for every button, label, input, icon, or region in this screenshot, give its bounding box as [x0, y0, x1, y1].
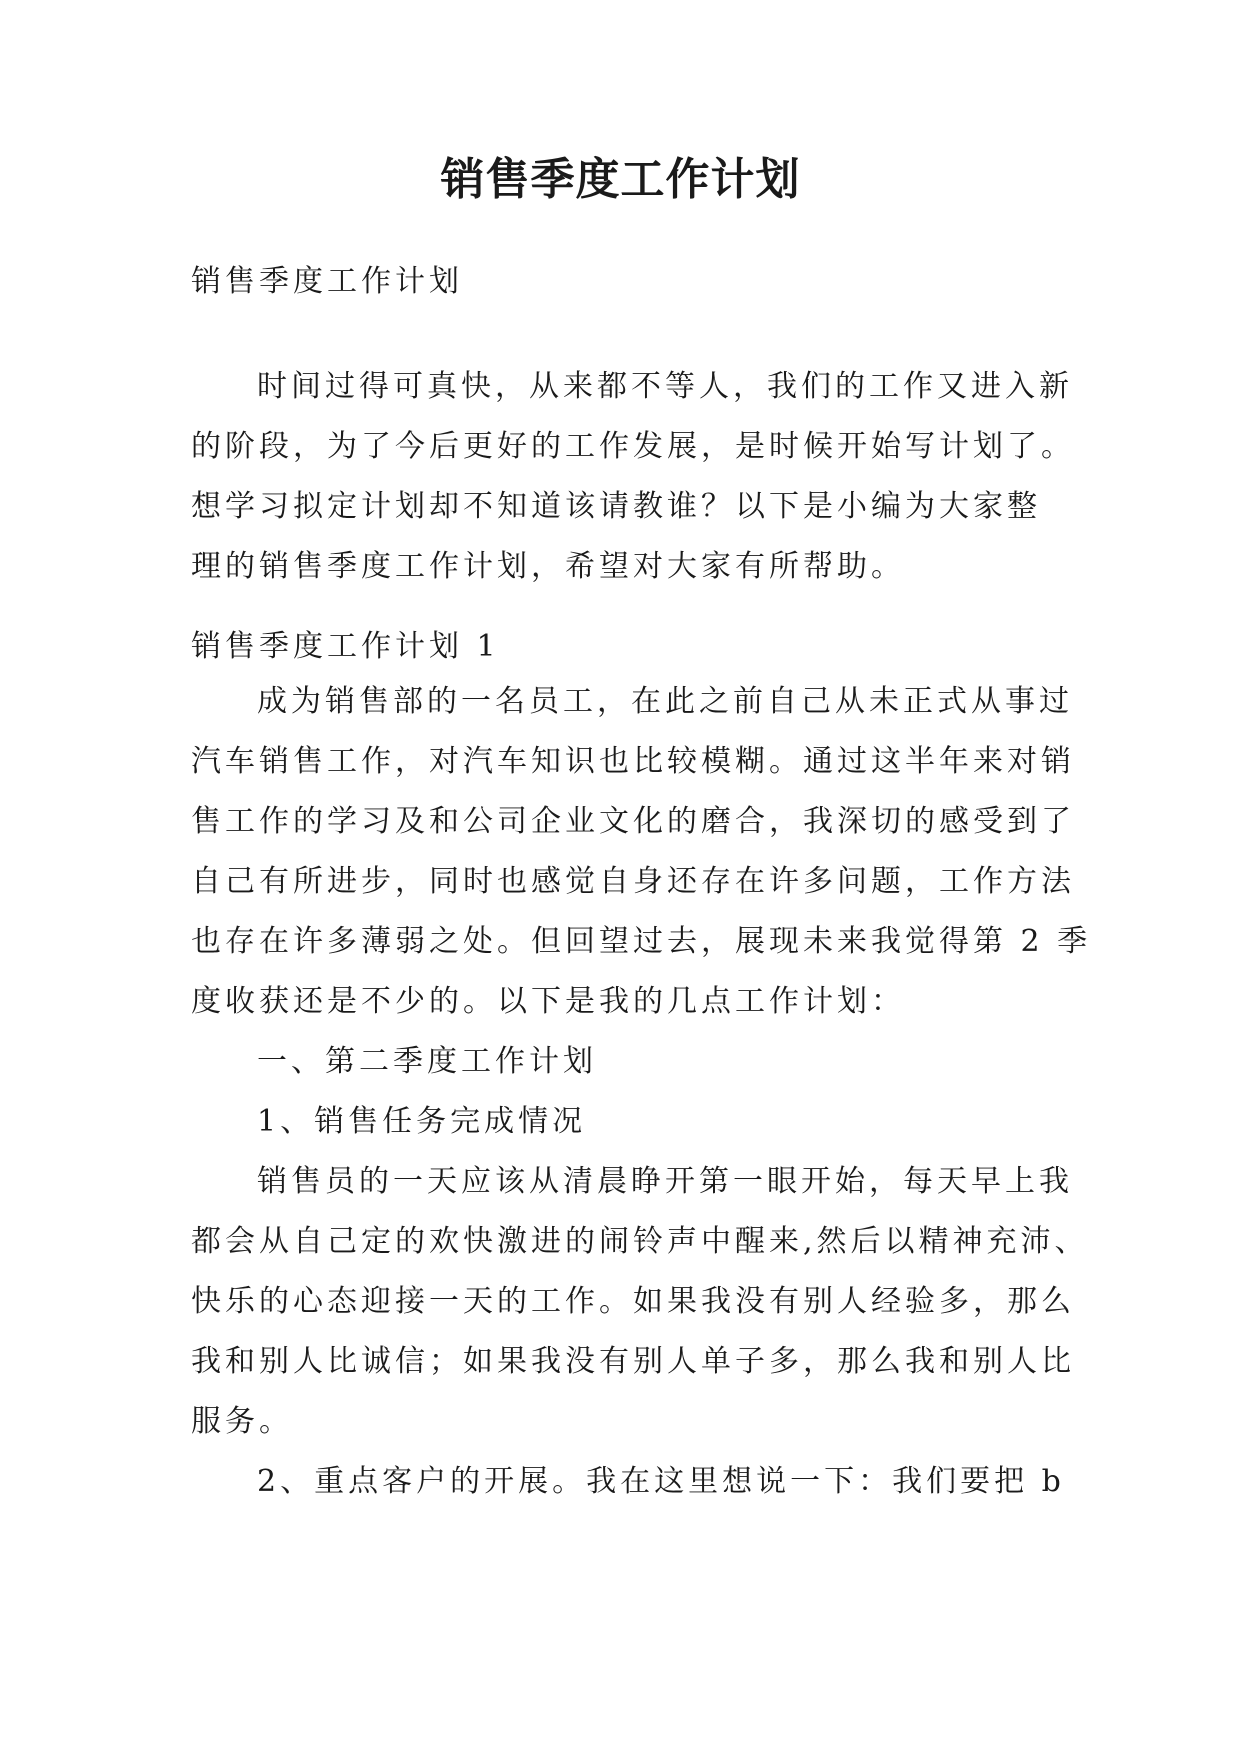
paragraph-line: 快乐的心态迎接一天的工作。如果我没有别人经验多，那么 — [191, 1284, 1075, 1319]
paragraph-line: 也存在许多薄弱之处。但回望过去，展现未来我觉得第 2 季 — [191, 924, 1092, 959]
paragraph-line: 自己有所进步，同时也感觉自身还存在许多问题，工作方法 — [191, 864, 1075, 899]
paragraph-line: 销售员的一天应该从清晨睁开第一眼开始，每天早上我 — [257, 1164, 1073, 1199]
paragraph-line: 理的销售季度工作计划，希望对大家有所帮助。 — [191, 549, 905, 584]
list-item: 1、销售任务完成情况 — [257, 1104, 587, 1139]
intro-paragraph — [191, 357, 1075, 597]
document-title: 销售季度工作计划 — [440, 154, 801, 205]
paragraph-line: 售工作的学习及和公司企业文化的磨合，我深切的感受到了 — [191, 804, 1075, 839]
list-item: 2、重点客户的开展。我在这里想说一下：我们要把 b — [257, 1464, 1065, 1499]
paragraph-line: 度收获还是不少的。以下是我的几点工作计划： — [191, 984, 905, 1019]
paragraph-line: 的阶段，为了今后更好的工作发展，是时候开始写计划了。 — [191, 429, 1075, 464]
paragraph-line: 我和别人比诚信；如果我没有别人单子多，那么我和别人比 — [191, 1344, 1075, 1379]
paragraph-line: 汽车销售工作，对汽车知识也比较模糊。通过这半年来对销 — [191, 744, 1075, 779]
document-subtitle: 销售季度工作计划 — [191, 264, 463, 299]
paragraph-line: 服务。 — [191, 1404, 293, 1439]
section-heading: 销售季度工作计划 1 — [191, 629, 500, 664]
section-body — [191, 672, 1092, 1512]
paragraph-line: 都会从自己定的欢快激进的闹铃声中醒来,然后以精神充沛、 — [191, 1224, 1089, 1259]
list-heading: 一、第二季度工作计划 — [257, 1044, 597, 1079]
paragraph-line: 成为销售部的一名员工，在此之前自己从未正式从事过 — [257, 684, 1073, 719]
paragraph-line: 时间过得可真快，从来都不等人，我们的工作又进入新 — [257, 369, 1073, 404]
paragraph-line: 想学习拟定计划却不知道该请教谁？以下是小编为大家整 — [191, 489, 1041, 524]
